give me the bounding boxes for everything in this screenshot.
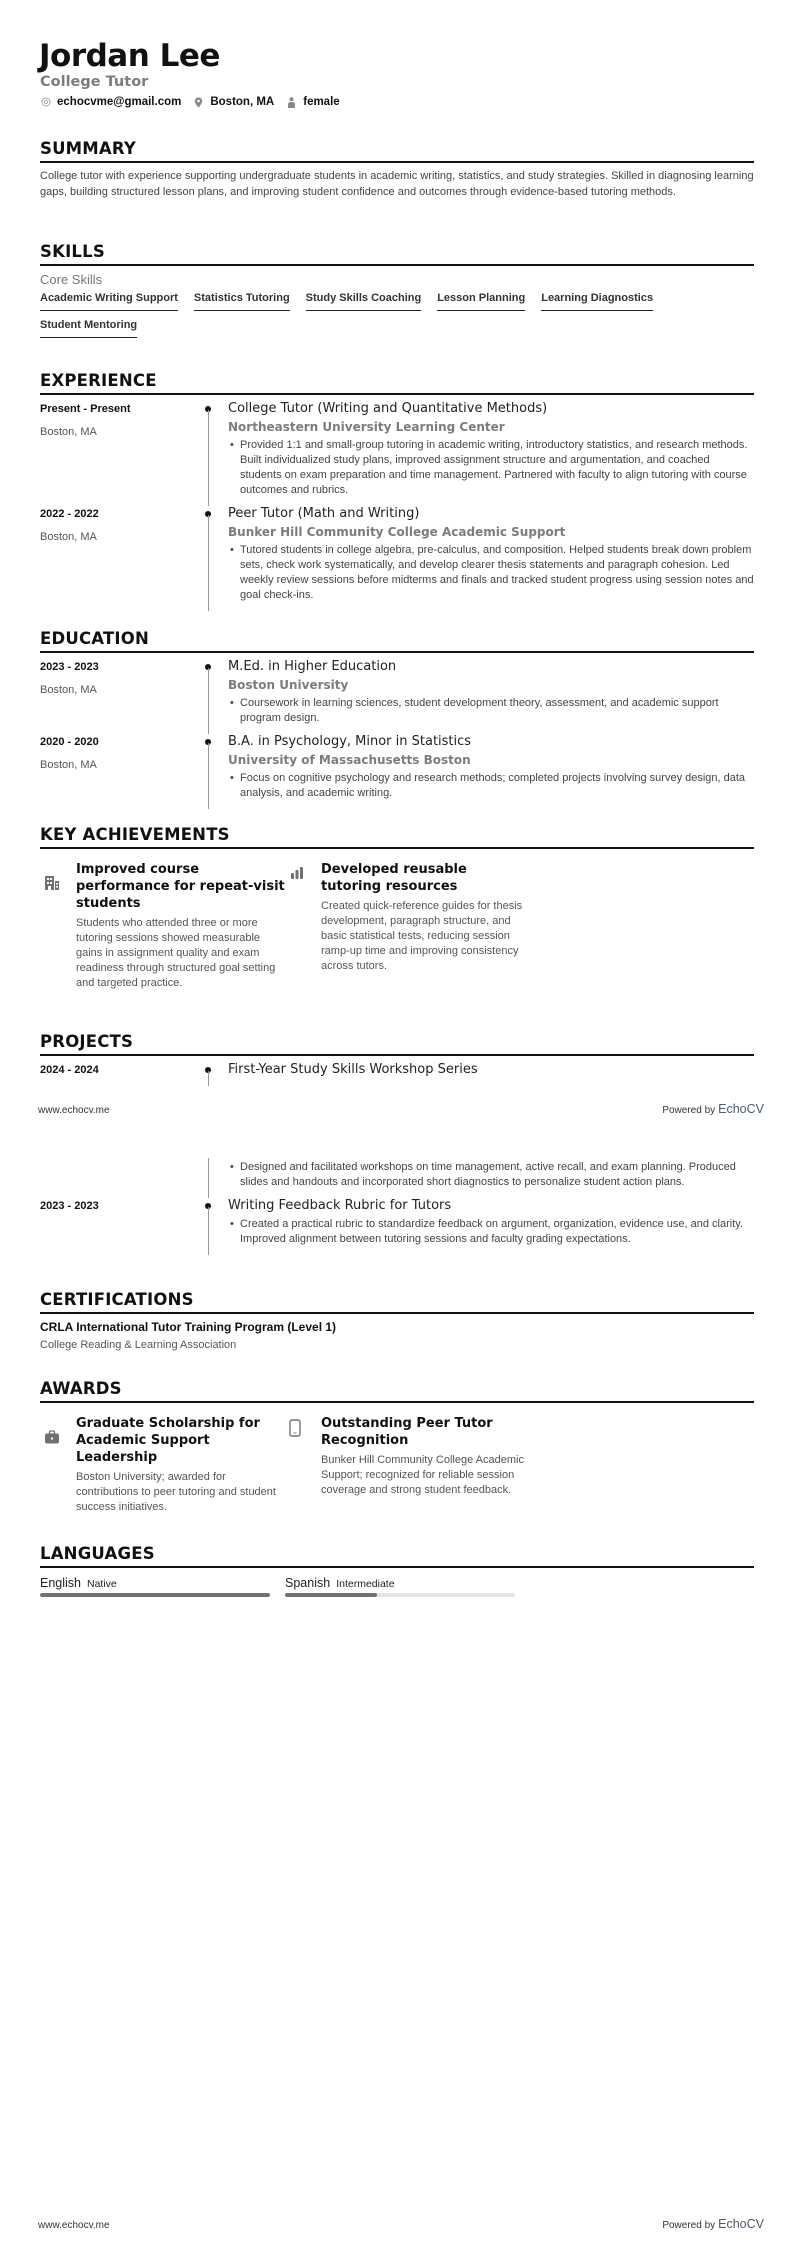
language-name: English: [40, 1576, 81, 1590]
timeline-line: [208, 1207, 209, 1255]
achievement-title: Improved course performance for repeat-visit students: [76, 862, 285, 911]
achievement-title: Developed reusable tutoring resources: [321, 862, 467, 894]
footer-powered-by: [662, 1102, 764, 1116]
entry-title: College Tutor (Writing and Quantitative Methods): [228, 401, 548, 416]
language-name: Spanish: [285, 1576, 331, 1590]
person-icon: [286, 97, 297, 108]
entry-bullet: • Designed and facilitated workshops on time management, active recall, and exam planning. Produced slides and handouts and incorporated short diagnostics to personalize student action plans.: [228, 1160, 754, 1190]
skills-category: Core Skills: [40, 272, 103, 287]
footer-brand[interactable]: EchoCV: [718, 2217, 764, 2231]
contact-email: [40, 96, 181, 108]
skill-tag: Study Skills Coaching: [306, 292, 422, 311]
achievements-section: [40, 825, 754, 991]
experience-section: [40, 371, 754, 611]
education-heading: EDUCATION: [40, 629, 754, 653]
entry-location: Boston, MA: [40, 531, 97, 543]
entry-bullet: • Provided 1:1 and small-group tutoring in academic writing, introductory statistics, and research methods. Built individualized study plans, improved assignment structure and argumentation, and coached students on exam preparation and time management. Partnered with faculty to align tutoring with course outcomes and rubrics.: [228, 438, 754, 498]
contact-row: [40, 96, 352, 108]
entry-bullet: • Created a practical rubric to standardize feedback on argument, organization, evidence use, and clarity. Improved alignment between tutoring sessions and faculty grading expectations.: [228, 1217, 754, 1247]
achievement-card: [40, 861, 285, 991]
entry-organization: Northeastern University Learning Center: [228, 420, 505, 434]
entry-dates: Present - Present: [40, 403, 131, 415]
projects-section: [40, 1032, 754, 1086]
achievement-desc: Students who attended three or more tutoring sessions showed measurable gains in assignment quality and exam readiness through structured goal setting and targeted practice.: [76, 917, 276, 989]
contact-gender: [286, 96, 339, 108]
contact-gender-text: female: [303, 96, 340, 108]
experience-entry: [40, 401, 754, 506]
certification-name: CRLA International Tutor Training Program (Level 1): [40, 1320, 337, 1334]
education-entry: [40, 734, 754, 809]
candidate-role: College Tutor: [40, 74, 149, 90]
footer-brand[interactable]: EchoCV: [718, 1102, 764, 1116]
contact-location-text: Boston, MA: [210, 96, 275, 108]
achievements-list: [40, 861, 754, 991]
entry-bullet: • Focus on cognitive psychology and research methods; completed projects involving survey design, data analysis, and academic writing.: [228, 771, 754, 801]
award-title: Outstanding Peer Tutor Recognition: [321, 1416, 493, 1448]
award-desc: Boston University; awarded for contributions to peer tutoring and student success initiatives.: [76, 1471, 276, 1513]
entry-title: B.A. in Psychology, Minor in Statistics: [228, 734, 472, 749]
entry-dates: 2023 - 2023: [40, 661, 99, 673]
candidate-name: Jordan Lee: [39, 38, 220, 74]
awards-heading: AWARDS: [40, 1379, 754, 1403]
timeline-line: [208, 410, 209, 506]
timeline-line: [208, 1071, 209, 1086]
timeline-line: [208, 1158, 209, 1198]
footer-website[interactable]: www.echocv.me: [38, 1105, 110, 1116]
timeline-rail: [204, 1198, 228, 1255]
timeline-rail: [204, 506, 228, 611]
timeline-line: [208, 515, 209, 611]
skills-heading: SKILLS: [40, 242, 754, 266]
footer-powered-by: [662, 2217, 764, 2231]
entry-organization: Boston University: [228, 678, 349, 692]
achievement-desc: Created quick-reference guides for thesis development, paragraph structure, and basic statistical tests, reducing session ramp-up time and improving consistency across tutors.: [321, 900, 523, 972]
skills-section: [40, 242, 754, 346]
languages-section: [40, 1544, 754, 1597]
project-entry: [40, 1062, 754, 1086]
achievement-card: [285, 861, 530, 991]
summary-text: College tutor with experience supporting undergraduate students in academic writing, statistics, and study strategies. Skilled in diagnosing learning gaps, building structured lesson plans, and improving student confidence and outcomes through evidence-based tutoring methods.: [40, 170, 754, 198]
project-entry: [40, 1198, 754, 1255]
skill-tag: Learning Diagnostics: [541, 292, 653, 311]
at-icon: [40, 97, 51, 108]
timeline-rail: [204, 659, 228, 734]
entry-title: M.Ed. in Higher Education: [228, 659, 397, 674]
entry-location: Boston, MA: [40, 684, 97, 696]
achievements-heading: KEY ACHIEVEMENTS: [40, 825, 754, 849]
timeline-rail: [204, 401, 228, 506]
entry-location: Boston, MA: [40, 759, 97, 771]
briefcase-icon: [40, 1415, 76, 1515]
certifications-heading: CERTIFICATIONS: [40, 1290, 754, 1314]
entry-organization: University of Massachusetts Boston: [228, 753, 471, 767]
skill-tag: Student Mentoring: [40, 319, 137, 338]
timeline-line: [208, 668, 209, 734]
languages-list: [40, 1576, 754, 1597]
projects-heading: PROJECTS: [40, 1032, 754, 1056]
entry-title: Writing Feedback Rubric for Tutors: [228, 1198, 452, 1213]
education-section: [40, 629, 754, 809]
experience-entry: [40, 506, 754, 611]
entry-title: First-Year Study Skills Workshop Series: [228, 1062, 478, 1077]
award-card: [40, 1415, 285, 1515]
summary-section: [40, 139, 754, 200]
project-entry-continued: [40, 1158, 754, 1198]
resume-page-2: [0, 1123, 794, 2246]
language-level: Intermediate: [336, 1578, 395, 1590]
certifications-section: [40, 1290, 754, 1351]
powered-by-label: Powered by: [662, 1105, 716, 1116]
timeline-rail: [204, 1158, 228, 1198]
location-pin-icon: [193, 97, 204, 108]
language-proficiency-bar: [285, 1593, 515, 1597]
language-level: Native: [87, 1578, 117, 1590]
entry-title: Peer Tutor (Math and Writing): [228, 506, 420, 521]
entry-bullet: • Coursework in learning sciences, student development theory, assessment, and academic support program design.: [228, 696, 754, 726]
projects-continued: [40, 1158, 754, 1255]
entry-location: Boston, MA: [40, 426, 97, 438]
phone-icon: [285, 1415, 321, 1515]
languages-heading: LANGUAGES: [40, 1544, 754, 1568]
education-entry: [40, 659, 754, 734]
timeline-rail: [204, 734, 228, 809]
timeline-rail: [204, 1062, 228, 1086]
contact-email-text: echocvme@gmail.com: [57, 96, 182, 108]
powered-by-label: Powered by: [662, 2220, 716, 2231]
awards-section: [40, 1379, 754, 1515]
contact-location: [193, 96, 274, 108]
skill-tag: Lesson Planning: [437, 292, 525, 311]
bar-chart-icon: [285, 861, 321, 991]
certification-issuer: College Reading & Learning Association: [40, 1339, 237, 1351]
summary-heading: SUMMARY: [40, 139, 754, 163]
timeline-line: [208, 743, 209, 809]
entry-dates: 2022 - 2022: [40, 508, 99, 520]
entry-bullet: • Tutored students in college algebra, pre-calculus, and composition. Helped students break down problem sets, check work systematically, and develop clearer thesis statements and paragraph cohesion. Led weekly review sessions before midterms and finals and tracked student progress using session notes and goal check-ins.: [228, 543, 754, 603]
awards-list: [40, 1415, 754, 1515]
page-footer: [38, 1102, 764, 1116]
skill-tag: Academic Writing Support: [40, 292, 178, 311]
page-footer: [38, 2217, 764, 2231]
skills-list: [40, 292, 754, 346]
award-desc: Bunker Hill Community College Academic Support; recognized for reliable session coverage and strong student feedback.: [321, 1454, 524, 1496]
award-title: Graduate Scholarship for Academic Support Leadership: [76, 1416, 260, 1465]
building-icon: [40, 861, 76, 991]
entry-dates: 2024 - 2024: [40, 1064, 99, 1076]
award-card: [285, 1415, 530, 1515]
language-item: [40, 1576, 270, 1597]
entry-organization: Bunker Hill Community College Academic Support: [228, 525, 566, 539]
language-proficiency-bar: [40, 1593, 270, 1597]
entry-dates: 2023 - 2023: [40, 1200, 99, 1212]
entry-dates: 2020 - 2020: [40, 736, 99, 748]
experience-heading: EXPERIENCE: [40, 371, 754, 395]
language-item: [285, 1576, 515, 1597]
footer-website[interactable]: www.echocv.me: [38, 2220, 110, 2231]
skill-tag: Statistics Tutoring: [194, 292, 290, 311]
